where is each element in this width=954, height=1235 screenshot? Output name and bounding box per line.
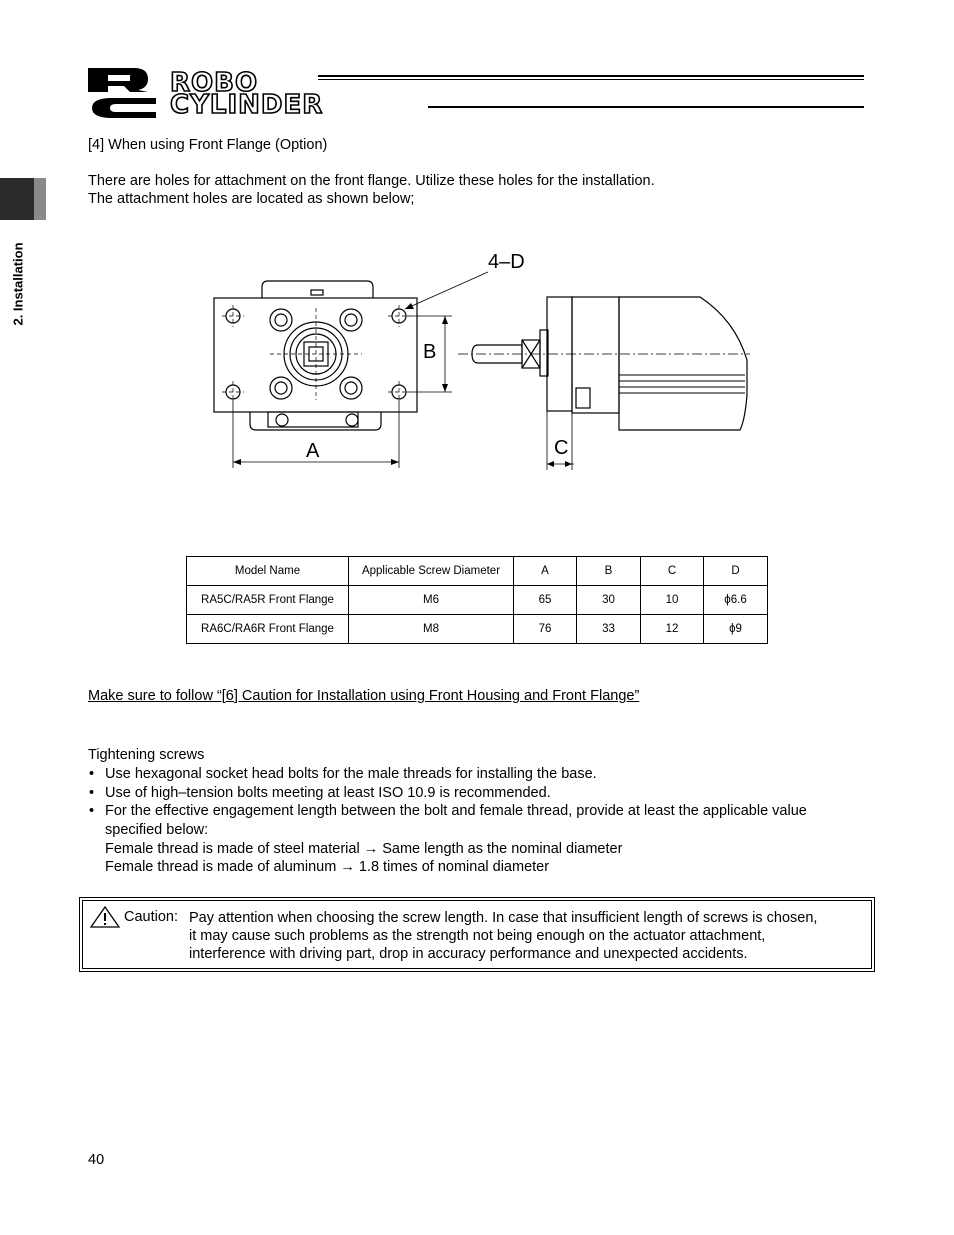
header-rule-top	[318, 75, 864, 77]
caution-reference-link[interactable]: Make sure to follow “[6] Caution for Installation using Front Housing and Front Flange”	[88, 688, 640, 704]
table-header-cell: A	[514, 557, 577, 586]
table-cell: ϕ9	[704, 615, 768, 644]
table-header-cell: Model Name	[187, 557, 349, 586]
caution-line-2: it may cause such problems as the strength not being enough on the actuator attachment,	[189, 928, 766, 944]
caution-label: Caution:	[124, 909, 179, 925]
table-header-cell: C	[641, 557, 704, 586]
list-item: • Use hexagonal socket head bolts for the male threads for installing the base.	[88, 765, 878, 784]
label-c: C	[554, 437, 569, 459]
intro-line-2: The attachment holes are located as shown below;	[88, 191, 415, 207]
table-cell: 10	[641, 586, 704, 615]
label-b: B	[423, 341, 437, 363]
intro-line-1: There are holes for attachment on the front flange. Utilize these holes for the installation.	[88, 173, 655, 189]
header-rule-bottom	[428, 106, 864, 108]
list-item: • For the effective engagement length between the bolt and female thread, provide at least the applicable value	[88, 802, 878, 821]
table-header-cell: D	[704, 557, 768, 586]
table-cell: RA5C/RA5R Front Flange	[187, 586, 349, 615]
table-cell: 12	[641, 615, 704, 644]
table-cell: RA6C/RA6R Front Flange	[187, 615, 349, 644]
table-row	[187, 615, 768, 644]
caution-line-1: Pay attention when choosing the screw length. In case that insufficient length of screws is chosen,	[189, 910, 818, 926]
label-4d: 4–D	[488, 251, 525, 273]
table-cell: 30	[577, 586, 641, 615]
section-tab-label: 2. Installation	[10, 242, 26, 326]
section-tab-marker-gray	[34, 178, 46, 220]
warning-triangle-icon	[89, 905, 121, 929]
tightening-title: Tightening screws	[88, 747, 205, 763]
label-a: A	[306, 440, 320, 462]
caution-line-3: interference with driving part, drop in accuracy performance and unexpected accidents.	[189, 946, 748, 962]
list-item: • Use of high–tension bolts meeting at least ISO 10.9 is recommended.	[88, 784, 878, 803]
caution-text	[189, 909, 869, 963]
header-rule-top-thin	[318, 79, 864, 80]
aluminum-thread-line: Female thread is made of aluminum → 1.8 times of nominal diameter	[105, 859, 550, 875]
logo-word-robo: ROBO	[170, 68, 259, 98]
table-cell: ϕ6.6	[704, 586, 768, 615]
front-flange-drawing	[200, 245, 760, 475]
section-tab-marker	[0, 178, 34, 220]
table-cell: 76	[514, 615, 577, 644]
flange-spec-table	[186, 556, 768, 644]
table-cell: M6	[349, 586, 514, 615]
section-heading: [4] When using Front Flange (Option)	[88, 137, 328, 153]
steel-thread-line: Female thread is made of steel material → Same length as the nominal diameter	[105, 841, 623, 857]
table-header-row	[187, 557, 768, 586]
table-row	[187, 586, 768, 615]
table-cell: M8	[349, 615, 514, 644]
logo-word-cylinder: CYLINDER	[170, 90, 324, 120]
table-header-cell: B	[577, 557, 641, 586]
page-number: 40	[88, 1152, 105, 1168]
tightening-list	[88, 765, 878, 821]
table-cell: 33	[577, 615, 641, 644]
table-cell: 65	[514, 586, 577, 615]
table-header-cell: Applicable Screw Diameter	[349, 557, 514, 586]
bullet3-continuation: specified below:	[105, 822, 209, 838]
rc-logo-mark	[86, 66, 158, 120]
